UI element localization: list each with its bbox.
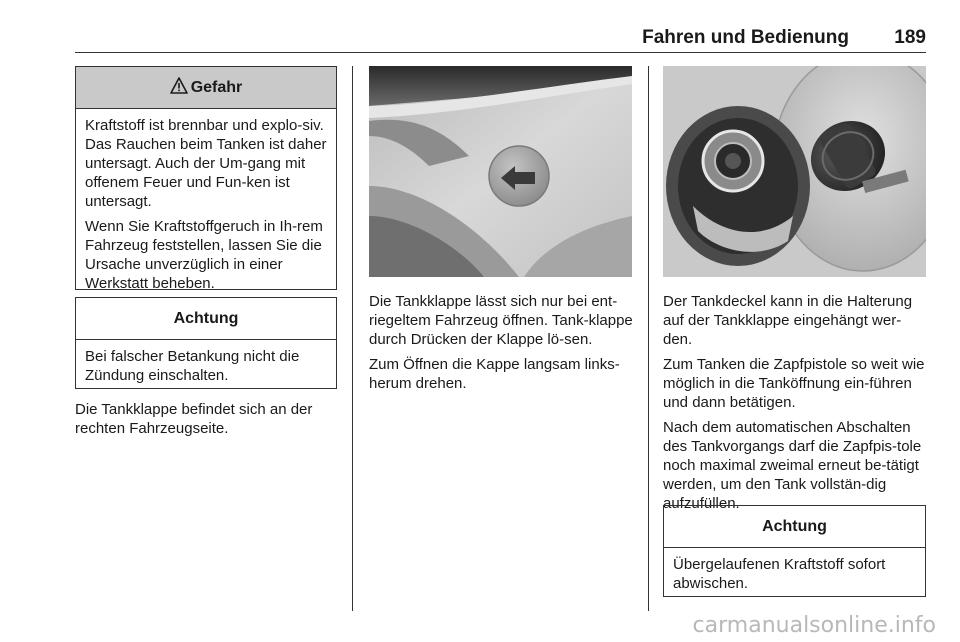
caution-box-right-header [664,506,925,548]
caution-box-right [663,505,926,597]
caution-left-text: Bei falscher Betankung nicht die Zündung einschalten. [85,348,300,384]
danger-box-body [76,109,336,299]
danger-paragraph-2: Wenn Sie Kraftstoffgeruch in Ih-rem Fahrzeug feststellen, lassen Sie die Ursache unverzüglich in einer Werkstatt beheben. [85,218,323,292]
middle-paragraph-2: Zum Öffnen die Kappe langsam links-herum drehen. [369,356,620,392]
page-number: 189 [894,27,926,48]
column-divider-right [648,66,649,611]
fuel-flap-closed-image [369,66,632,277]
warning-triangle-icon [170,77,188,99]
column-divider-left [352,66,353,611]
fuel-flap-location-text: Die Tankklappe befindet sich an der rechten Fahrzeugseite. [75,401,313,437]
danger-box-header [76,67,336,109]
right-paragraph-1: Der Tankdeckel kann in die Halterung auf der Tankklappe eingehängt wer-den. [663,293,913,348]
danger-paragraph-1: Kraftstoff ist brennbar und explo-siv. Das Rauchen beim Tanken ist daher untersagt. Auch der Um-gang mit offenem Feuer und Fun-ken ist untersagt. [85,117,327,210]
caution-box-left-title: Achtung [173,309,239,327]
danger-box [75,66,337,290]
middle-column-text [369,292,634,399]
caution-box-left [75,297,337,389]
watermark: carmanualsonline.info [692,613,936,638]
fuel-filler-open-image [663,66,926,277]
running-header-title: Fahren und Bedienung [642,27,849,48]
middle-paragraph-1: Die Tankklappe lässt sich nur bei ent-riegeltem Fahrzeug öffnen. Tank-klappe durch Drücken der Klappe lö-sen. [369,293,633,348]
caution-box-left-header [76,298,336,340]
right-paragraph-3: Nach dem automatischen Abschalten des Tankvorgangs darf die Zapfpis-tole noch maximal zweimal erneut be-tätigt werden, um den Tank vollstän-dig aufzufüllen. [663,419,922,512]
caution-right-text: Übergelaufenen Kraftstoff sofort abwischen. [673,556,886,592]
left-paragraph [75,400,340,444]
caution-box-right-body [664,548,925,599]
danger-box-title: Gefahr [190,78,243,96]
header-rule [75,52,926,53]
caution-box-right-title: Achtung [762,517,827,535]
right-paragraph-2: Zum Tanken die Zapfpistole so weit wie möglich in die Tanköffnung ein-führen und dann betätigen. [663,356,925,411]
right-column-text [663,292,928,519]
caution-box-left-body [76,340,336,391]
